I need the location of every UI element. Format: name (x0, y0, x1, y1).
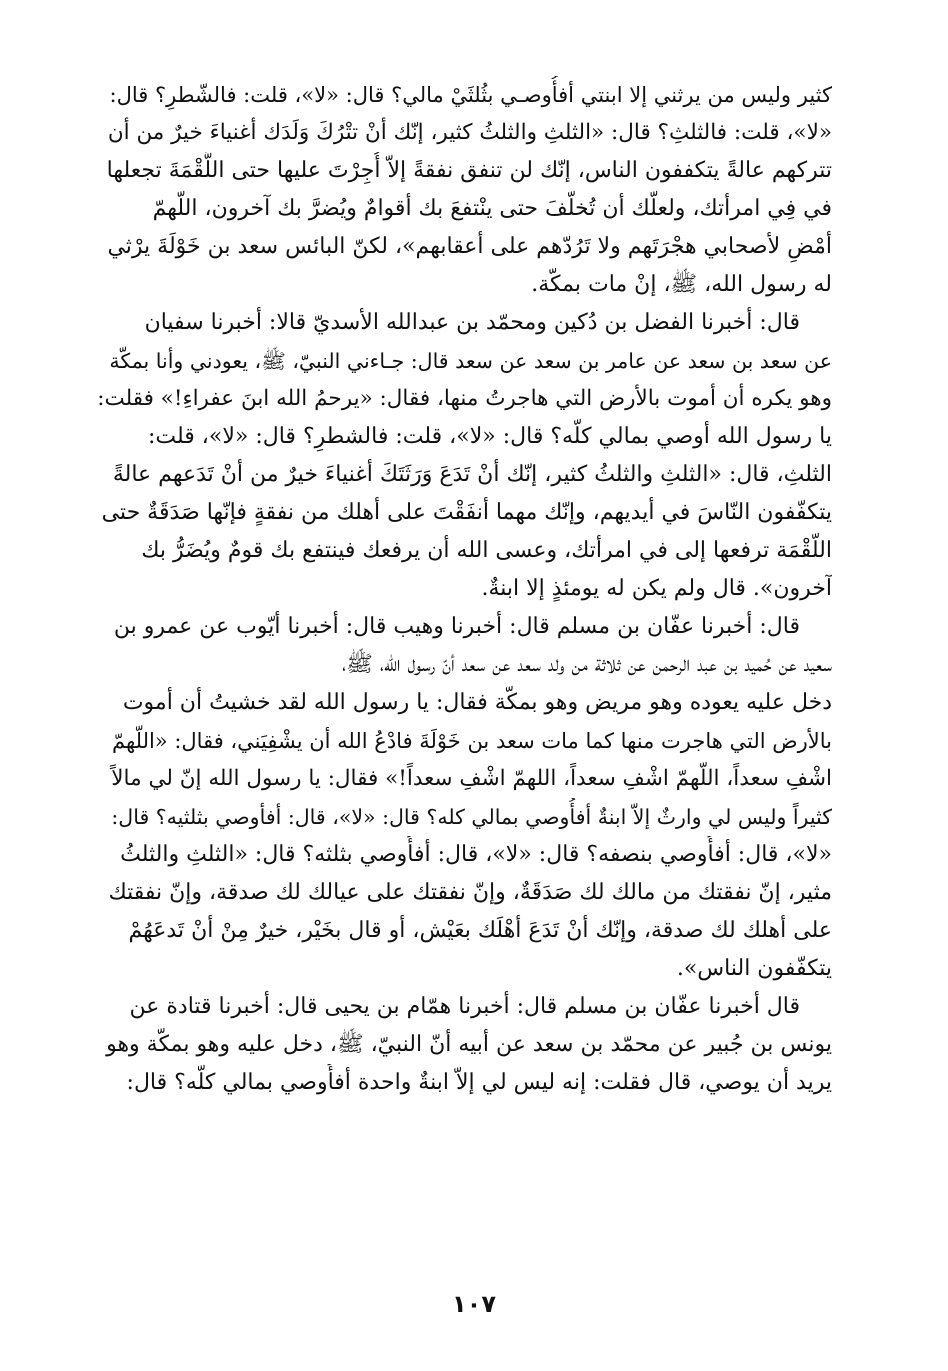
text-line: يتكفّفون الناس». (676, 956, 832, 981)
text-line: يا رسول الله أوصي بمالي كلّه؟ قال: «لا»، قلت: فالشطرِ؟ قال: «لا»، قلت: (147, 424, 832, 449)
text-line: «لا»، قال: أفأُوصي بنصفه؟ قال: «لا»، قال: أفأُوصي بثلثه؟ قال: «الثلثِ والثلثُ (120, 842, 832, 867)
text-line: يونس بن جُبير عن محمّد بن سعد عن أبيه أنّ النبيّ، ﷺ، دخل عليه وهو بمكّة وهو (106, 1032, 832, 1057)
text-line: اشْفِ سعداً، اللّهمّ اشْفِ سعداً، اللهمّ اشْفِ سعداً!» فقال: يا رسول الله إنّ لي مالاً (111, 766, 832, 791)
paragraph-1 (96, 76, 832, 304)
text-line: آخرون». قال ولم يكن له يومئذٍ إلا ابنةٌ. (481, 576, 832, 601)
text-line: قال: أخبرنا الفضل بن دُكين ومحمّد بن عبدالله الأسديّ قالا: أخبرنا سفيان (144, 310, 800, 335)
text-line: على أهلك لك صدقة، وإنّك أنْ تَدَعَ أهْلَك بعَيْش، أو قال بخَيْر، خيرٌ مِنْ أنْ تَدعَهُمْ (128, 918, 832, 943)
text-line: دخل عليه يعوده وهو مريض وهو بمكّة فقال: يا رسول الله لقد خشيتُ أن أموت (122, 690, 832, 715)
text-line: يريد أن يوصي، قال فقلت: إنه ليس لي إلاّ ابنةٌ واحدة أفأُوصي بمالي كلّه؟ قال: (126, 1070, 832, 1095)
text-line: كثيراً وليس لي وارثٌ إلاّ ابنةٌ أفأُوصي بمالي كله؟ قال: «لا»، قال: أفأوصي بثلثيه؟ قال: (111, 805, 832, 829)
text-line: سعيد عن حُميد بن عبد الرحمن عن ثلاثة من ولد سعد عن سعد أنّ رسول الله، ﷺ، (342, 652, 832, 677)
text-line: اللّقْمَة ترفعها إلى في امرأتك، وعسى الله أن يرفعك فينتفع بك قومٌ ويُضَرُّ بك (141, 538, 832, 563)
text-line: عن سعد بن سعد عن عامر بن سعد عن سعد قال: جـاءني النبيّ، ﷺ، يعودني وأنا بمكّة (109, 349, 832, 373)
text-line: له رسول الله، ﷺ، إنْ مات بمكّة. (531, 272, 832, 297)
paragraph-2 (96, 304, 832, 608)
text-line: وهو يكره أن أموت بالأرض التي هاجرتُ منها، فقال: «يرحمُ الله ابنَ عفراءِ!» فقلت: (97, 386, 832, 411)
text-line: الثلثِ، قال: «الثلثِ والثلثُ كثير، إنّك أنْ تَدَعَ وَرَثَتَكَ أغنياءَ خيرٌ من أنْ تَدَعهم عالةً (112, 462, 832, 487)
text-line: كثير وليس من يرثني إلا ابنتي أفأُوصـي بثُلثَيْ مالي؟ قال: «لا»، قلت: فالشّطرِ؟ قال: (109, 83, 832, 107)
text-line: أمْضِ لأصحابي هجْرَتَهم ولا تَرُدّهم على أعقابهم»، لكنّ البائس سعد بن خَوْلَةَ يرْثي (107, 234, 832, 259)
text-line: في فِي امرأتك، ولعلّك أن تُخلّفَ حتى ينْتفعَ بك أقوامٌ ويُضرَّ بك آخرون، اللّهمّ (152, 196, 832, 221)
paragraph-3 (96, 608, 832, 988)
text-line: تتركهم عالةً يتكففون الناس، إنّك لن تنفق نفقةً إلاّ أُجِرْتَ عليها حتى اللُّقْمَةَ تجعلها (106, 158, 832, 183)
text-line: يتكفّفون النّاسَ في أيديهم، وإنّك مهما أنفَقْتَ على أهلك من نفقةٍ فإنّها صَدَقَةٌ حتى (101, 500, 832, 525)
main-text (96, 76, 832, 1102)
text-line: مثير، إنّ نفقتك من مالك لك صَدَقَةٌ، وإنّ نفقتك على عيالك لك صدقة، وإنّ نفقتك (108, 880, 832, 905)
text-line: «لا»، قلت: فالثلثِ؟ قال: «الثلثِ والثلثُ كثير، إنّك أنْ تتْرُكَ وَلَدَك أغنياءَ خيرٌ من أن (107, 120, 832, 145)
paragraph-4 (96, 988, 832, 1102)
text-line: قال: أخبرنا عفّان بن مسلم قال: أخبرنا وهيب قال: أخبرنا أيّوب عن عمرو بن (113, 614, 800, 639)
page-number: ١٠٧ (452, 1290, 496, 1318)
text-line: بالأرض التي هاجرت منها كما مات سعد بن خَوْلَةَ فادْعُ الله أن يشْفِيَني، فقال: «اللّهمّ (111, 729, 832, 753)
text-line: قال أخبرنا عفّان بن مسلم قال: أخبرنا همّام بن يحيى قال: أخبرنا قتادة عن (129, 994, 800, 1019)
